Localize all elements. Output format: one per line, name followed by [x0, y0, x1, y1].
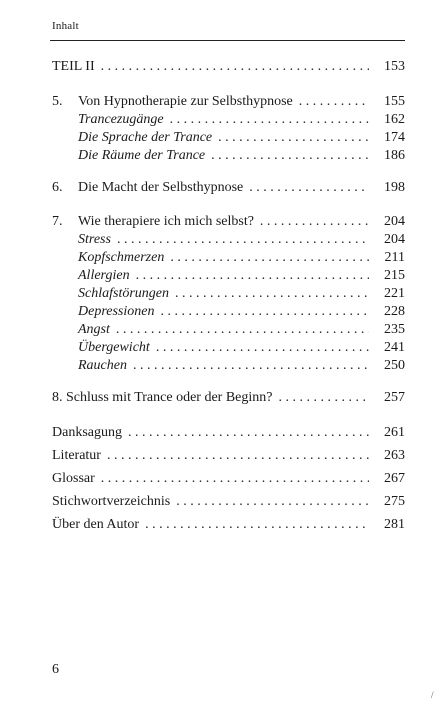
toc-title: Kopfschmerzen: [78, 250, 165, 265]
toc-page: 204: [384, 232, 405, 247]
toc-title: Schlafstörungen: [78, 286, 169, 301]
dot-leader: [299, 92, 369, 112]
toc-page: 281: [384, 517, 405, 532]
toc-title: Allergien: [78, 268, 130, 283]
dot-leader: [260, 212, 369, 232]
toc-page: 235: [384, 322, 405, 337]
toc-title: TEIL II: [52, 59, 95, 74]
toc-page: 221: [384, 286, 405, 301]
toc-title: Danksagung: [52, 425, 122, 440]
toc-title: Glossar: [52, 471, 95, 486]
toc-page: 261: [384, 425, 405, 440]
toc-entry-chapter-8: [52, 388, 405, 408]
dot-leader: [218, 128, 369, 148]
dot-leader: [175, 284, 369, 304]
dot-leader: [156, 338, 369, 358]
toc-page: 153: [384, 59, 405, 74]
toc-entry-chapter-7: [52, 212, 405, 232]
dot-leader: [116, 320, 369, 340]
toc-title: Stichwortverzeichnis: [52, 494, 171, 509]
toc-subentry: [78, 356, 405, 376]
toc-page: 198: [384, 180, 405, 195]
toc-subentry: [78, 110, 405, 130]
toc-entry-chapter-6: [52, 178, 405, 198]
toc-title: Die Macht der Selbsthypnose: [78, 180, 244, 195]
toc-title: Angst: [78, 322, 110, 337]
dot-leader: [176, 492, 369, 512]
toc-page: 241: [384, 340, 405, 355]
toc-subentry: [78, 146, 405, 166]
dot-leader: [170, 110, 369, 130]
dot-leader: [136, 266, 369, 286]
toc-entry-teil-ii: [52, 57, 405, 77]
toc-title: Die Sprache der Trance: [78, 130, 213, 145]
toc-page: 186: [384, 148, 405, 163]
dot-leader: [133, 356, 369, 376]
toc-page: 174: [384, 130, 405, 145]
dot-leader: [145, 515, 369, 535]
toc-page: 257: [384, 390, 405, 405]
toc-title: Rauchen: [78, 358, 127, 373]
toc-page: 211: [384, 250, 405, 265]
chapter-number: 7.: [52, 214, 63, 229]
toc-title: Depressionen: [78, 304, 155, 319]
toc-title: Von Hypnotherapie zur Selbsthypnose: [78, 94, 293, 109]
toc-entry-danksagung: [52, 423, 405, 443]
toc-subentry: [78, 266, 405, 286]
toc-title: Wie therapiere ich mich selbst?: [78, 214, 254, 229]
page-mark: /: [431, 690, 434, 700]
toc-title: Literatur: [52, 448, 101, 463]
toc-entry-glossar: [52, 469, 405, 489]
header-rule: [50, 40, 405, 41]
toc-title: 8. Schluss mit Trance oder der Beginn?: [52, 390, 273, 405]
toc-title: Trancezugänge: [78, 112, 164, 127]
toc-title: Über den Autor: [52, 517, 140, 532]
dot-leader: [128, 423, 369, 443]
toc-title: Die Räume der Trance: [78, 148, 206, 163]
dot-leader: [101, 57, 369, 77]
dot-leader: [160, 302, 369, 322]
dot-leader: [170, 248, 369, 268]
toc-page: 250: [384, 358, 405, 373]
toc-subentry: [78, 248, 405, 268]
toc-page: 155: [384, 94, 405, 109]
running-header: Inhalt: [52, 20, 79, 32]
toc-page: 275: [384, 494, 405, 509]
toc-title: Stress: [78, 232, 111, 247]
toc-page: 162: [384, 112, 405, 127]
toc-entry-literatur: [52, 446, 405, 466]
toc-page: 263: [384, 448, 405, 463]
toc-page: 228: [384, 304, 405, 319]
dot-leader: [107, 446, 369, 466]
toc-entry-chapter-5: [52, 92, 405, 112]
toc-subentry: [78, 128, 405, 148]
dot-leader: [278, 388, 369, 408]
toc-subentry: [78, 302, 405, 322]
dot-leader: [211, 146, 369, 166]
toc-page: 215: [384, 268, 405, 283]
toc-subentry: [78, 338, 405, 358]
chapter-number: 5.: [52, 94, 63, 109]
toc-entry-stichwortverzeichnis: [52, 492, 405, 512]
dot-leader: [249, 178, 369, 198]
toc-page: 204: [384, 214, 405, 229]
toc-subentry: [78, 230, 405, 250]
toc-page: 267: [384, 471, 405, 486]
toc-subentry: [78, 320, 405, 340]
toc-subentry: [78, 284, 405, 304]
toc-entry-ueber-den-autor: [52, 515, 405, 535]
dot-leader: [101, 469, 369, 489]
toc-title: Übergewicht: [78, 340, 150, 355]
page-number: 6: [52, 662, 59, 677]
chapter-number: 6.: [52, 180, 63, 195]
dot-leader: [117, 230, 369, 250]
